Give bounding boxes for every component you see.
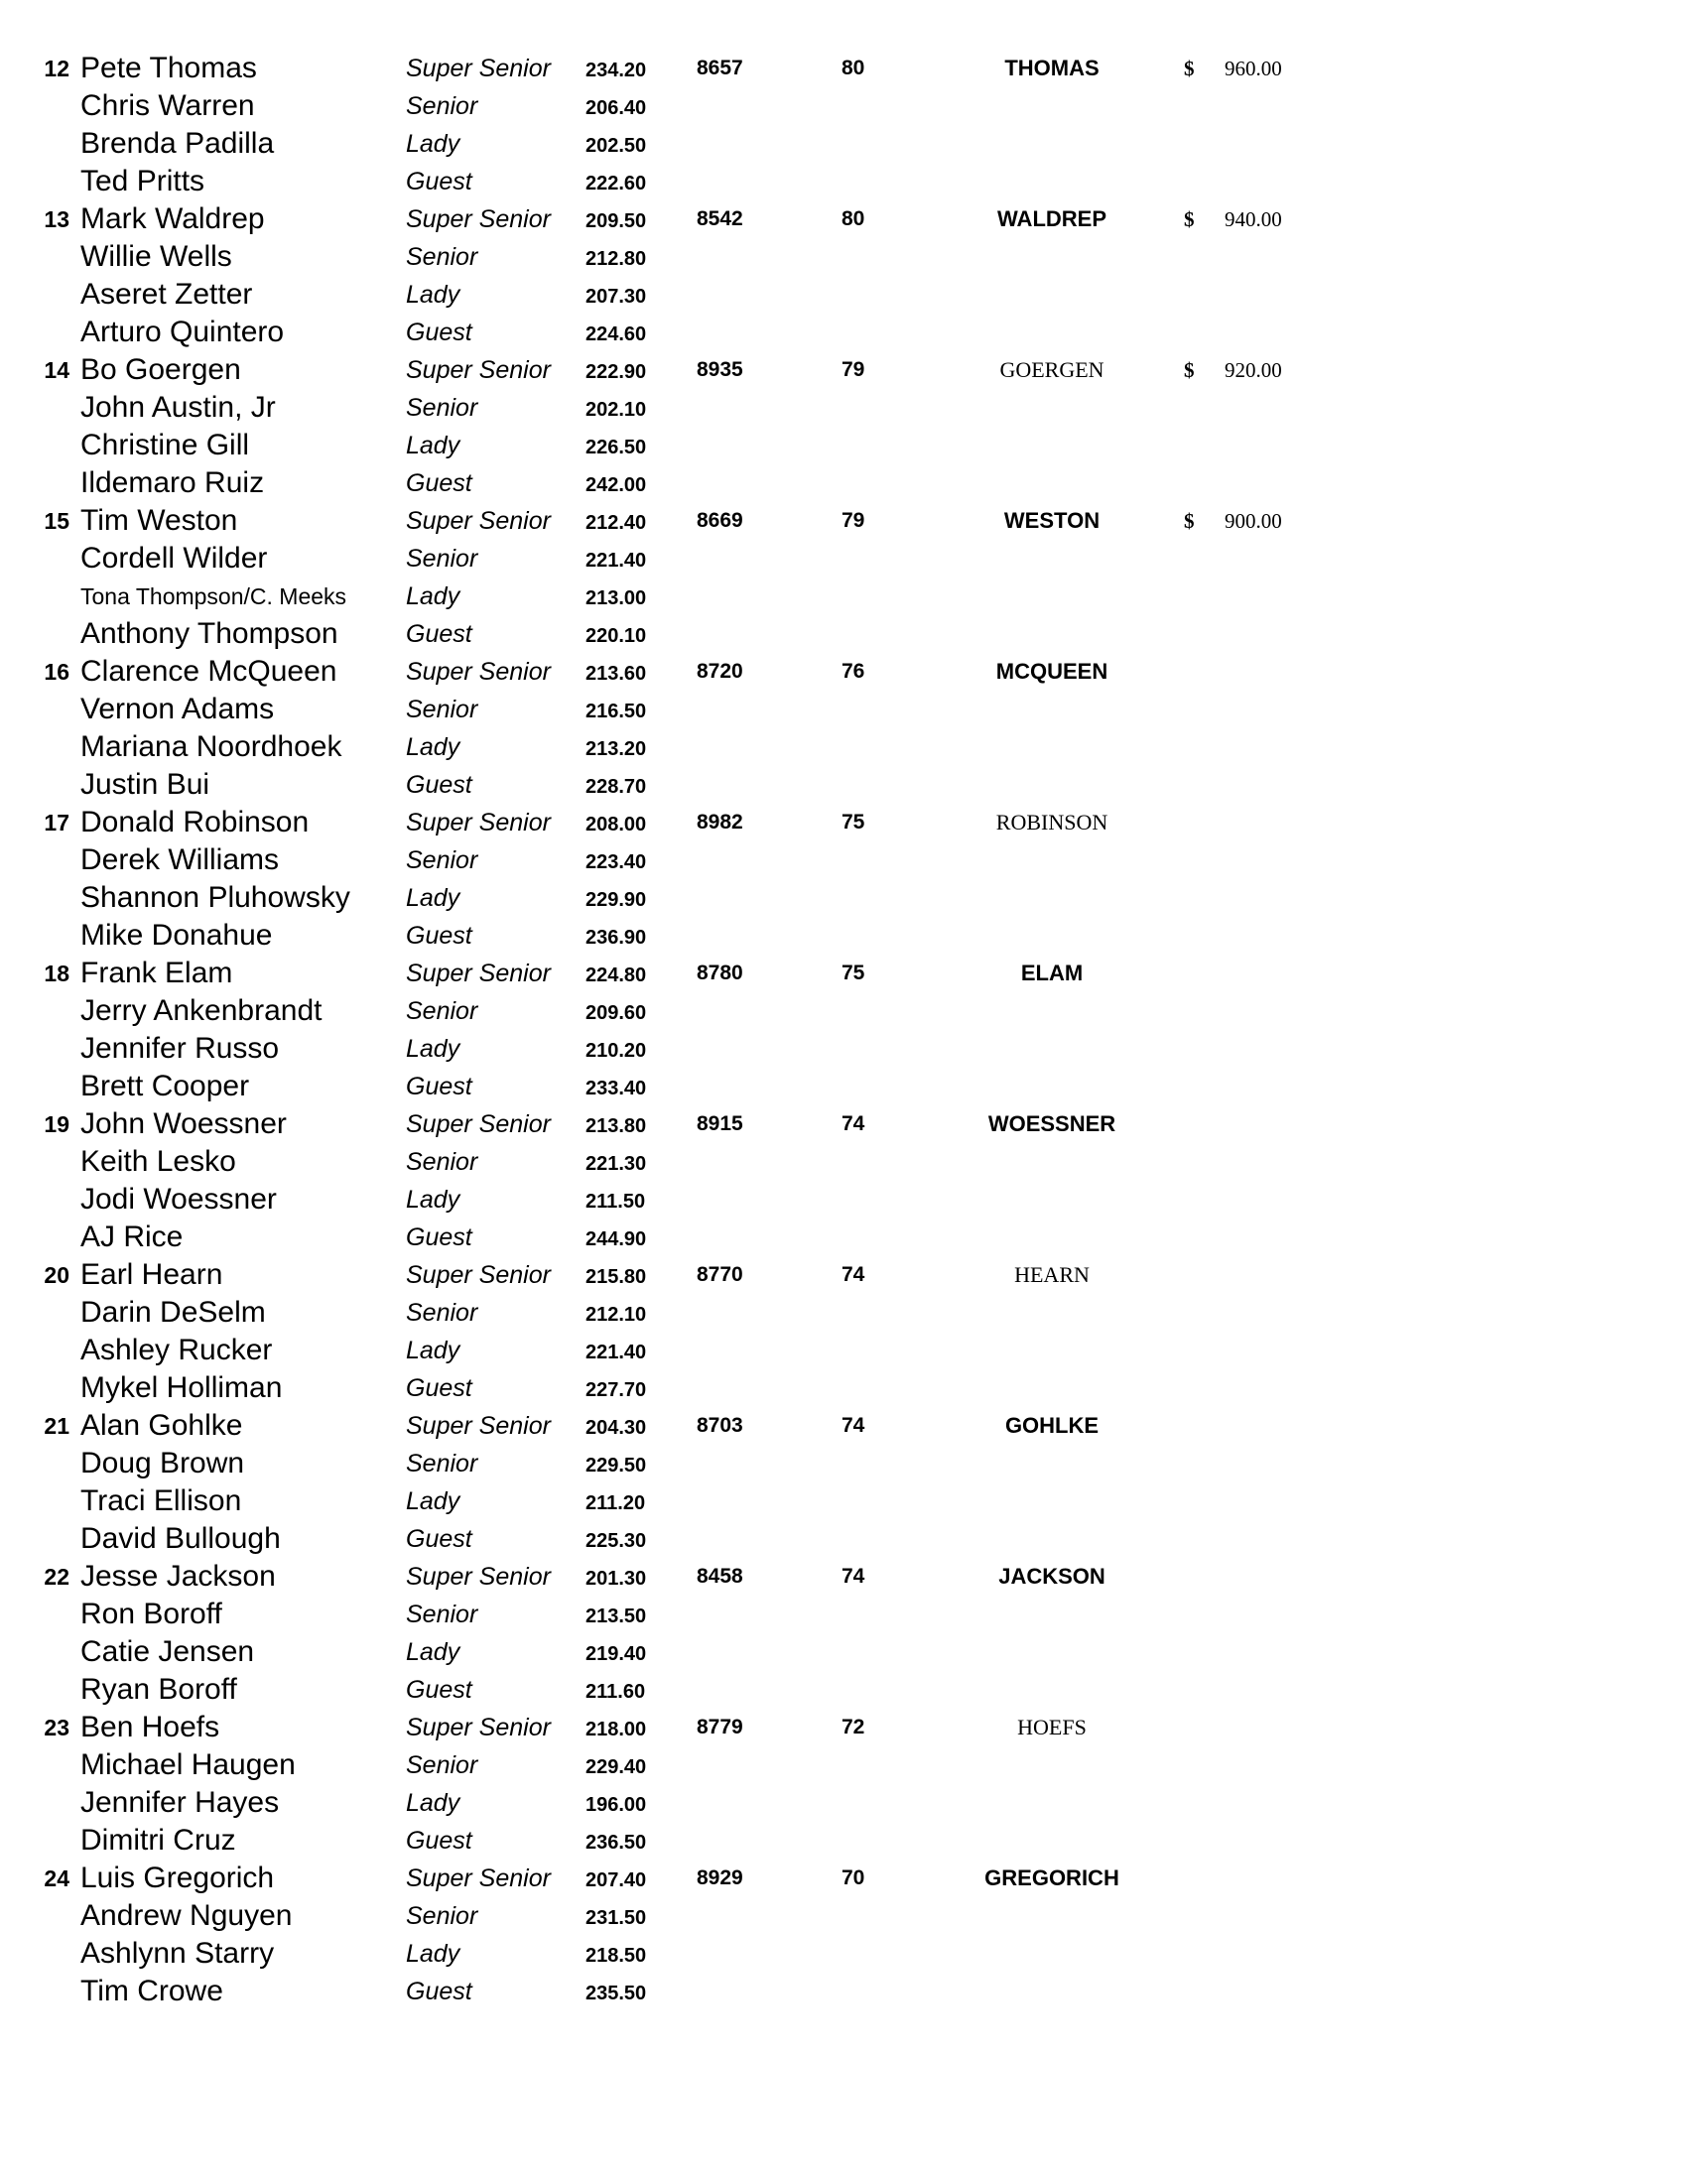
bowler-category: Lady [406, 733, 460, 761]
bowler-average: 223.40 [585, 851, 647, 873]
bowler-category: Super Senior [406, 1563, 551, 1591]
bowler-category: Senior [406, 394, 478, 422]
bowler-category: Senior [406, 1299, 478, 1327]
bowler-average: 225.30 [585, 1530, 647, 1552]
bowler-average: 208.00 [585, 814, 647, 835]
team-total-pins: 8458 [697, 1565, 743, 1588]
team-points: 70 [842, 1866, 865, 1889]
bowler-category: Lady [406, 1035, 460, 1063]
bowler-name: Michael Haugen [80, 1748, 296, 1781]
team-points: 74 [842, 1414, 865, 1437]
bowler-average: 209.50 [585, 210, 647, 232]
bowler-name: Catie Jensen [80, 1635, 255, 1668]
team-name: GOERGEN [999, 357, 1104, 382]
bowler-category: Lady [406, 1638, 460, 1666]
team-member-row [0, 464, 1687, 502]
bowler-average: 235.50 [585, 1983, 647, 2004]
team-member-row [0, 1973, 1687, 2010]
team-header-row [0, 1105, 1687, 1143]
team-member-row [0, 1219, 1687, 1256]
bowler-name: Jesse Jackson [80, 1560, 276, 1593]
team-member-row [0, 314, 1687, 351]
team-rank: 14 [44, 357, 69, 383]
bowler-name: Ashley Rucker [80, 1334, 273, 1366]
bowler-average: 196.00 [585, 1794, 647, 1816]
team-rank: 24 [44, 1865, 69, 1891]
team-rank: 21 [44, 1413, 69, 1439]
bowler-name: Keith Lesko [80, 1145, 236, 1178]
team-rank: 15 [44, 508, 69, 534]
bowler-category: Guest [406, 922, 472, 950]
team-member-row [0, 1068, 1687, 1105]
bowler-category: Guest [406, 1525, 472, 1553]
bowler-name: Vernon Adams [80, 693, 275, 725]
bowler-average: 221.30 [585, 1153, 647, 1175]
team-total-pins: 8542 [697, 207, 743, 230]
team-member-row [0, 238, 1687, 276]
bowler-category: Lady [406, 1789, 460, 1817]
team-member-row [0, 427, 1687, 464]
team-member-row [0, 728, 1687, 766]
bowler-name: Jennifer Hayes [80, 1786, 280, 1819]
team-name: MCQUEEN [995, 659, 1108, 684]
team-rank: 22 [44, 1564, 69, 1590]
bowler-average: 212.40 [585, 512, 647, 534]
team-total-pins: 8720 [697, 660, 743, 683]
bowler-average: 211.50 [585, 1191, 646, 1213]
bowler-category: Lady [406, 884, 460, 912]
team-points: 80 [842, 207, 865, 230]
team-member-row [0, 1784, 1687, 1822]
prize-currency: $ [1184, 509, 1195, 533]
bowler-name: Aseret Zetter [80, 278, 253, 311]
bowler-name: Brett Cooper [80, 1070, 250, 1102]
bowler-category: Guest [406, 319, 472, 346]
team-rank: 17 [44, 810, 69, 835]
bowler-average: 204.30 [585, 1417, 647, 1439]
bowler-name: Arturo Quintero [80, 316, 285, 348]
bowler-category: Super Senior [406, 1110, 551, 1138]
team-total-pins: 8669 [697, 509, 743, 532]
bowler-average: 229.40 [585, 1756, 647, 1778]
team-total-pins: 8929 [697, 1866, 743, 1889]
team-member-row [0, 1520, 1687, 1558]
bowler-name: Jerry Ankenbrandt [80, 994, 323, 1027]
bowler-average: 233.40 [585, 1078, 647, 1099]
bowler-average: 201.30 [585, 1568, 647, 1590]
team-member-row [0, 1482, 1687, 1520]
team-points: 76 [842, 660, 865, 683]
bowler-category: Guest [406, 168, 472, 195]
team-member-row [0, 1369, 1687, 1407]
bowler-average: 220.10 [585, 625, 647, 647]
bowler-average: 213.00 [585, 587, 647, 609]
team-points: 75 [842, 811, 865, 834]
bowler-average: 216.50 [585, 701, 647, 722]
team-member-row [0, 1030, 1687, 1068]
bowler-category: Super Senior [406, 658, 551, 686]
team-total-pins: 8982 [697, 811, 743, 834]
bowler-category: Senior [406, 1148, 478, 1176]
bowler-category: Senior [406, 545, 478, 573]
bowler-average: 224.60 [585, 323, 647, 345]
team-header-row [0, 351, 1687, 389]
team-points: 72 [842, 1716, 865, 1738]
team-header-row [0, 1558, 1687, 1596]
bowler-average: 229.50 [585, 1455, 647, 1477]
team-member-row [0, 163, 1687, 200]
bowler-category: Senior [406, 1450, 478, 1477]
team-header-row [0, 1709, 1687, 1746]
team-name: GREGORICH [984, 1865, 1119, 1890]
team-member-row [0, 917, 1687, 955]
bowler-name: Jennifer Russo [80, 1032, 280, 1065]
bowler-average: 218.50 [585, 1945, 647, 1967]
bowler-category: Senior [406, 1902, 478, 1930]
bowler-name: David Bullough [80, 1522, 281, 1555]
bowler-category: Lady [406, 1337, 460, 1364]
bowler-average: 207.30 [585, 286, 647, 308]
bowler-name: Anthony Thompson [80, 617, 338, 650]
team-total-pins: 8657 [697, 57, 743, 79]
bowler-category: Senior [406, 243, 478, 271]
bowler-name: Jodi Woessner [80, 1183, 277, 1216]
bowler-average: 236.50 [585, 1832, 647, 1854]
bowler-category: Super Senior [406, 1261, 551, 1289]
bowler-average: 236.90 [585, 927, 647, 949]
team-member-row [0, 1935, 1687, 1973]
bowler-name: Tim Crowe [80, 1975, 223, 2007]
bowler-name: Derek Williams [80, 843, 280, 876]
team-total-pins: 8935 [697, 358, 743, 381]
bowler-category: Senior [406, 1751, 478, 1779]
team-member-row [0, 841, 1687, 879]
bowler-name: Doug Brown [80, 1447, 245, 1479]
bowler-name: John Austin, Jr [80, 391, 276, 424]
bowler-average: 212.10 [585, 1304, 647, 1326]
bowler-average: 202.50 [585, 135, 647, 157]
prize-amount: 920.00 [1225, 358, 1282, 382]
bowler-average: 211.20 [585, 1492, 646, 1514]
team-name: HOEFS [1017, 1715, 1087, 1739]
team-member-row [0, 1332, 1687, 1369]
bowler-category: Super Senior [406, 1714, 551, 1741]
team-member-row [0, 1181, 1687, 1219]
team-name: HEARN [1014, 1262, 1090, 1287]
bowler-name: Darin DeSelm [80, 1296, 266, 1329]
team-member-row [0, 879, 1687, 917]
team-total-pins: 8780 [697, 962, 743, 984]
team-points: 80 [842, 57, 865, 79]
bowler-name: Tim Weston [80, 504, 238, 537]
bowler-average: 226.50 [585, 437, 647, 458]
bowler-category: Lady [406, 130, 460, 158]
team-member-row [0, 615, 1687, 653]
team-member-row [0, 766, 1687, 804]
bowler-average: 234.20 [585, 60, 647, 81]
bowler-category: Guest [406, 1676, 472, 1704]
bowler-category: Lady [406, 582, 460, 610]
bowler-average: 206.40 [585, 97, 647, 119]
bowler-name: Mike Donahue [80, 919, 273, 952]
bowler-category: Lady [406, 281, 460, 309]
bowler-category: Lady [406, 1940, 460, 1968]
team-total-pins: 8770 [697, 1263, 743, 1286]
bowler-average: 231.50 [585, 1907, 647, 1929]
bowler-name: Luis Gregorich [80, 1862, 275, 1894]
bowler-name: John Woessner [80, 1107, 287, 1140]
team-member-row [0, 1596, 1687, 1633]
bowler-name: Ildemaro Ruiz [80, 466, 265, 499]
bowler-category: Super Senior [406, 1412, 551, 1440]
bowler-category: Guest [406, 469, 472, 497]
team-points: 79 [842, 509, 865, 532]
team-member-row [0, 389, 1687, 427]
team-total-pins: 8703 [697, 1414, 743, 1437]
bowler-average: 227.70 [585, 1379, 647, 1401]
bowler-average: 229.90 [585, 889, 647, 911]
bowler-average: 213.80 [585, 1115, 647, 1137]
team-header-row [0, 955, 1687, 992]
bowler-average: 224.80 [585, 964, 647, 986]
team-member-row [0, 540, 1687, 578]
bowler-category: Senior [406, 846, 478, 874]
team-name: ROBINSON [995, 810, 1108, 835]
prize-currency: $ [1184, 207, 1195, 231]
team-rank: 13 [44, 206, 69, 232]
team-rank: 12 [44, 56, 69, 81]
bowler-name: Mark Waldrep [80, 202, 265, 235]
bowler-category: Lady [406, 432, 460, 459]
team-name: WALDREP [997, 206, 1106, 231]
bowler-name: Alan Gohlke [80, 1409, 243, 1442]
bowler-name: Donald Robinson [80, 806, 310, 838]
team-total-pins: 8915 [697, 1112, 743, 1135]
team-member-row [0, 1746, 1687, 1784]
bowler-average: 213.50 [585, 1606, 647, 1627]
prize-currency: $ [1184, 358, 1195, 382]
bowler-name: Shannon Pluhowsky [80, 881, 350, 914]
team-header-row [0, 1407, 1687, 1445]
bowler-name: Bo Goergen [80, 353, 241, 386]
bowler-name: Mariana Noordhoek [80, 730, 342, 763]
bowler-name: Willie Wells [80, 240, 232, 273]
bowler-category: Lady [406, 1186, 460, 1214]
bowler-category: Super Senior [406, 55, 551, 82]
team-points: 74 [842, 1565, 865, 1588]
bowler-average: 210.20 [585, 1040, 647, 1062]
bowler-category: Super Senior [406, 1864, 551, 1892]
bowler-name: Mykel Holliman [80, 1371, 283, 1404]
bowler-average: 215.80 [585, 1266, 647, 1288]
team-header-row [0, 1256, 1687, 1294]
bowler-category: Lady [406, 1487, 460, 1515]
bowler-average: 209.60 [585, 1002, 647, 1024]
bowler-name: Ashlynn Starry [80, 1937, 275, 1970]
bowler-name: Frank Elam [80, 957, 233, 989]
bowler-name: Andrew Nguyen [80, 1899, 293, 1932]
prize-amount: 900.00 [1225, 509, 1282, 533]
bowler-name: Earl Hearn [80, 1258, 223, 1291]
bowler-name: Pete Thomas [80, 52, 257, 84]
team-member-row [0, 1445, 1687, 1482]
team-member-row [0, 1143, 1687, 1181]
bowler-category: Super Senior [406, 960, 551, 987]
bowler-name: Brenda Padilla [80, 127, 275, 160]
bowler-category: Guest [406, 1827, 472, 1855]
team-points: 74 [842, 1112, 865, 1135]
prize-amount: 960.00 [1225, 57, 1282, 80]
bowler-average: 222.90 [585, 361, 647, 383]
team-member-row [0, 1822, 1687, 1860]
team-member-row [0, 992, 1687, 1030]
bowler-category: Guest [406, 1978, 472, 2005]
team-name: JACKSON [998, 1564, 1105, 1589]
bowler-category: Guest [406, 1374, 472, 1402]
bowler-average: 228.70 [585, 776, 647, 798]
team-rank: 23 [44, 1715, 69, 1740]
bowler-average: 213.60 [585, 663, 647, 685]
team-member-row [0, 276, 1687, 314]
bowler-name: AJ Rice [80, 1220, 184, 1253]
team-points: 79 [842, 358, 865, 381]
bowler-average: 222.60 [585, 173, 647, 194]
team-rank: 19 [44, 1111, 69, 1137]
bowler-name: Justin Bui [80, 768, 210, 801]
team-points: 75 [842, 962, 865, 984]
bowler-name: Ted Pritts [80, 165, 205, 197]
team-rank: 16 [44, 659, 69, 685]
bowler-average: 242.00 [585, 474, 647, 496]
team-points: 74 [842, 1263, 865, 1286]
team-name: WOESSNER [987, 1111, 1116, 1136]
bowler-average: 244.90 [585, 1228, 647, 1250]
team-header-row [0, 1860, 1687, 1897]
bowler-name: Tona Thompson/C. Meeks [80, 583, 347, 609]
prize-amount: 940.00 [1225, 207, 1282, 231]
bowler-name: Christine Gill [80, 429, 250, 461]
bowler-category: Senior [406, 1601, 478, 1628]
bowler-average: 207.40 [585, 1869, 647, 1891]
team-member-row [0, 578, 1687, 615]
team-rank: 18 [44, 961, 69, 986]
bowler-category: Guest [406, 1073, 472, 1100]
team-member-row [0, 691, 1687, 728]
bowler-name: Ben Hoefs [80, 1711, 220, 1743]
team-name: WESTON [1003, 508, 1101, 533]
team-member-row [0, 1294, 1687, 1332]
bowler-name: Ron Boroff [80, 1598, 222, 1630]
bowler-category: Guest [406, 1223, 472, 1251]
team-member-row [0, 87, 1687, 125]
bowler-category: Senior [406, 696, 478, 723]
bowler-name: Traci Ellison [80, 1484, 242, 1517]
team-name: THOMAS [1004, 56, 1100, 80]
bowler-average: 219.40 [585, 1643, 647, 1665]
bowler-average: 221.40 [585, 550, 647, 572]
team-name: GOHLKE [1004, 1413, 1100, 1438]
bowler-category: Super Senior [406, 809, 551, 836]
bowler-category: Guest [406, 771, 472, 799]
bowler-category: Super Senior [406, 205, 551, 233]
bowler-name: Cordell Wilder [80, 542, 268, 575]
team-header-row [0, 804, 1687, 841]
team-header-row [0, 50, 1687, 87]
bowler-average: 212.80 [585, 248, 647, 270]
team-member-row [0, 125, 1687, 163]
bowler-average: 211.60 [585, 1681, 646, 1703]
bowler-name: Clarence McQueen [80, 655, 337, 688]
team-name: ELAM [1020, 961, 1084, 985]
prize-currency: $ [1184, 57, 1195, 80]
bowler-category: Super Senior [406, 356, 551, 384]
bowler-category: Senior [406, 997, 478, 1025]
team-member-row [0, 1633, 1687, 1671]
bowler-average: 202.10 [585, 399, 647, 421]
team-header-row [0, 653, 1687, 691]
bowler-name: Dimitri Cruz [80, 1824, 236, 1857]
bowler-average: 213.20 [585, 738, 647, 760]
team-header-row [0, 502, 1687, 540]
team-header-row [0, 200, 1687, 238]
team-rank: 20 [44, 1262, 69, 1288]
team-member-row [0, 1671, 1687, 1709]
team-member-row [0, 1897, 1687, 1935]
team-total-pins: 8779 [697, 1716, 743, 1738]
bowler-category: Super Senior [406, 507, 551, 535]
bowler-average: 218.00 [585, 1719, 647, 1740]
bowler-name: Chris Warren [80, 89, 255, 122]
bowler-category: Senior [406, 92, 478, 120]
bowler-category: Guest [406, 620, 472, 648]
bowler-average: 221.40 [585, 1342, 647, 1363]
bowler-name: Ryan Boroff [80, 1673, 237, 1706]
